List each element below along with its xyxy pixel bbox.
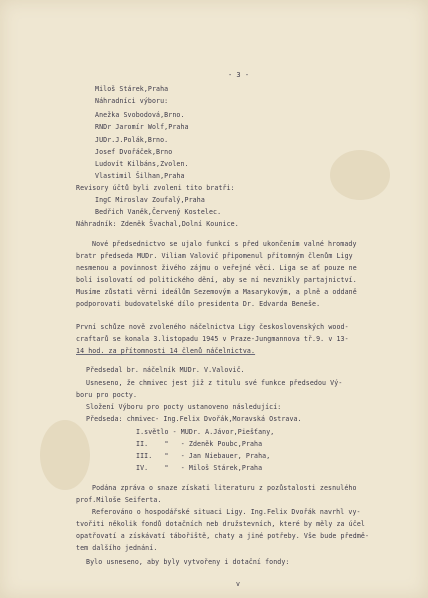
text-line: Ludovít Kilbáns,Zvolen. (95, 160, 189, 168)
text-line: bratr předseda MUDr. Viliam Valovič připomenul přítomným členům Ligy (76, 252, 353, 260)
text-line: Náhradníci výboru: (95, 97, 169, 105)
text-line: Předseda: chmivec- Ing.Felix Dvořák,Moravská Ostrava. (86, 415, 302, 423)
text-line: bolí isolovatí od politického dění, aby se ní nevznikly partajnictví. (76, 276, 357, 284)
text-line: opatřovatí a získávatí tábořiště, chaty a jiné potřeby. Vše bude předmě- (76, 532, 370, 540)
text-line: Předsedal br. náčelník MUDr. V.Valovič. (86, 366, 245, 374)
text-line: 14 hod. za přítomnosti 14 členů náčelnictva. (76, 347, 256, 355)
text-line: tem dalšího jednání. (76, 544, 158, 552)
text-line: Složení Výboru pro pocty ustanoveno následující: (86, 403, 282, 411)
paper-stain (330, 150, 390, 200)
text-line: Miloš Stárek,Praha (95, 85, 169, 93)
text-line: První schůze nově zvoleného náčelnictva Ligy československých wood- (76, 323, 349, 331)
text-line: Anežka Svobodová,Brno. (95, 111, 185, 119)
text-line: III. " - Jan Niebauer, Praha, (136, 452, 271, 460)
text-line: podporovati budovatelské dílo presidenta Dr. Edvarda Beneše. (76, 300, 321, 308)
text-line: Podána zpráva o snaze získati literaturu z pozůstalosti zesnulého (92, 484, 357, 492)
text-line: Referováno o hospodářské situaci Ligy. Ing.Felix Dvořák navrhl vy- (92, 508, 361, 516)
text-line: I.světlo - MUDr. A.Jávor,Piešťany, (136, 428, 275, 436)
text-line: boru pro pocty. (76, 391, 138, 399)
text-line: IngC Miroslav Zoufalý,Praha (95, 196, 205, 204)
text-line: Bylo usneseno, aby byly vytvořeny i dotační fondy: (86, 558, 290, 566)
page-number: - 3 - (228, 71, 250, 79)
text-line: II. " - Zdeněk Poubc,Praha (136, 440, 263, 448)
text-line: prof.Miloše Seiferta. (76, 496, 162, 504)
text-line: Bedřich Vaněk,Červený Kostelec. (95, 208, 222, 216)
text-line: Nové předsednictvo se ujalo funkcí s před ukončením valné hromady (92, 240, 357, 248)
text-line: JUDr.J.Polák,Brno. (95, 136, 169, 144)
footer-mark: v (236, 580, 241, 588)
text-line: Josef Dvořáček,Brno (95, 148, 173, 156)
text-line: Náhradník: Zdeněk Švachal,Dolní Kounice. (76, 220, 239, 228)
text-line: IV. " - Miloš Stárek,Praha (136, 464, 263, 472)
paper-stain (40, 420, 90, 490)
text-line: craftarů se konala 3.listopadu 1945 v Praze-Jungmannova tř.9. v 13- (76, 335, 349, 343)
text-line: Revisory účtů byli zvoleni tito bratři: (76, 184, 235, 192)
text-line: Usneseno, že chmivec jest již z titulu své funkce předsedou Vý- (86, 379, 343, 387)
text-line: Musíme zůstati věrni ideálům Sezemovým a Masarykovým, a plně a oddaně (76, 288, 357, 296)
text-line: Vlastimil Šilhan,Praha (95, 172, 185, 180)
text-line: nesmenou a povinnost živého zájmu o veřejné věci. Liga se ať pouze ne (76, 264, 357, 272)
text-line: tvořiti několik fondů dotačních neb družstevních, které by měly za účel (76, 520, 365, 528)
text-line: RNDr Jaromír Wolf,Praha (95, 123, 189, 131)
